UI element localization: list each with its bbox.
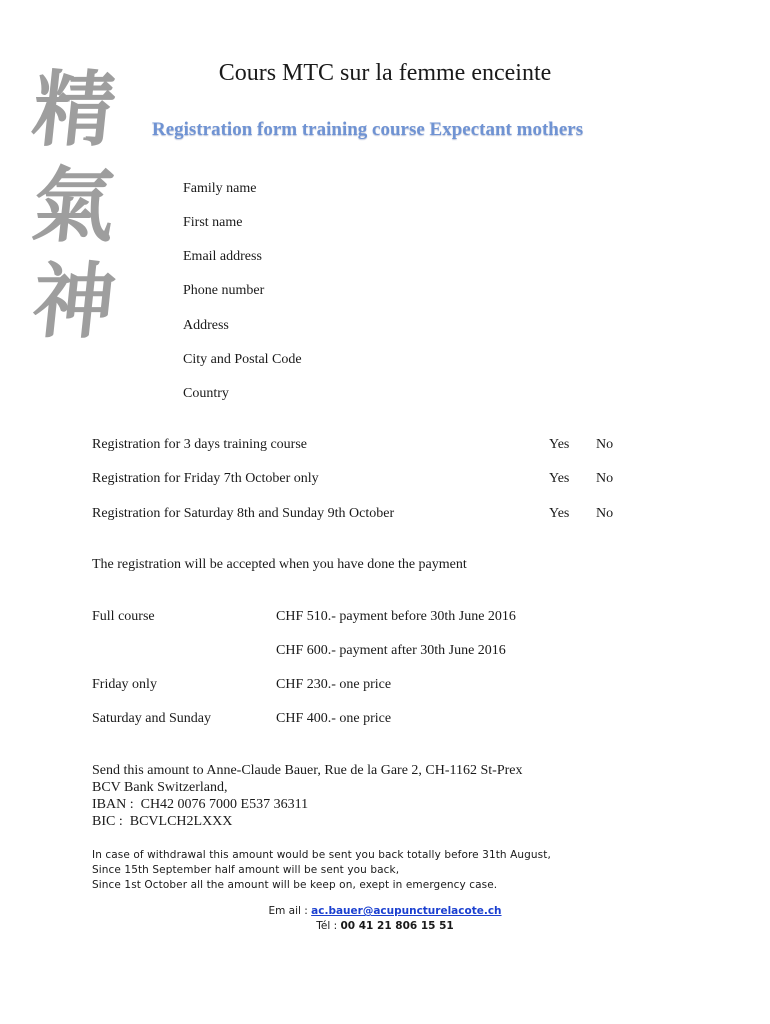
withdrawal-line: Since 15th September half amount will be sent you back, <box>92 864 400 876</box>
contact-phone-line <box>0 919 770 934</box>
payment-recipient: Send this amount to Anne-Claude Bauer, Rue de la Gare 2, CH-1162 St-Prex <box>92 763 523 778</box>
field-family-name: Family name <box>183 181 257 196</box>
calligraphy-char-shen: 神 <box>27 254 121 350</box>
registration-no-option[interactable]: No <box>596 471 614 486</box>
payment-instructions <box>92 762 523 830</box>
price-value: CHF 230.- one price <box>276 677 392 692</box>
contact-info <box>0 904 770 934</box>
registration-no-option[interactable]: No <box>596 437 614 452</box>
registration-yes-option[interactable]: Yes <box>549 506 570 521</box>
withdrawal-line: In case of withdrawal this amount would be sent you back totally before 31th August, <box>92 849 551 861</box>
email-label: Em ail : <box>268 905 312 917</box>
withdrawal-line: Since 1st October all the amount will be keep on, exept in emergency case. <box>92 879 498 891</box>
price-value: CHF 600.- payment after 30th June 2016 <box>276 643 506 658</box>
field-email: Email address <box>183 249 262 264</box>
field-first-name: First name <box>183 215 243 230</box>
withdrawal-policy <box>92 848 551 893</box>
payment-iban: IBAN : CH42 0076 7000 E537 36311 <box>92 797 309 812</box>
field-city-postal: City and Postal Code <box>183 352 302 367</box>
form-subtitle: Registration form training course Expectant mothers <box>152 119 584 140</box>
email-link[interactable]: ac.bauer@acupuncturelacote.ch <box>311 905 502 917</box>
field-phone: Phone number <box>183 283 265 298</box>
field-country: Country <box>183 386 229 401</box>
price-label-weekend: Saturday and Sunday <box>92 711 211 726</box>
registration-no-option[interactable]: No <box>596 506 614 521</box>
calligraphy-logo <box>28 62 120 350</box>
phone-label: Tél : <box>316 920 341 932</box>
price-label-full-course: Full course <box>92 609 155 624</box>
price-value: CHF 510.- payment before 30th June 2016 <box>276 609 516 624</box>
contact-email-line <box>0 904 770 919</box>
registration-yes-option[interactable]: Yes <box>549 437 570 452</box>
calligraphy-char-jing: 精 <box>27 62 121 158</box>
registration-option-friday: Registration for Friday 7th October only <box>92 471 319 486</box>
registration-option-3-days: Registration for 3 days training course <box>92 437 308 452</box>
page-title: Cours MTC sur la femme enceinte <box>218 60 552 86</box>
field-address: Address <box>183 318 229 333</box>
registration-option-weekend: Registration for Saturday 8th and Sunday 9th October <box>92 506 395 521</box>
acceptance-note: The registration will be accepted when you have done the payment <box>92 557 467 572</box>
calligraphy-char-qi: 氣 <box>27 158 121 254</box>
price-label-friday: Friday only <box>92 677 157 692</box>
payment-bic: BIC : BCVLCH2LXXX <box>92 814 233 829</box>
phone-number: 00 41 21 806 15 51 <box>340 920 454 932</box>
price-value: CHF 400.- one price <box>276 711 392 726</box>
registration-yes-option[interactable]: Yes <box>549 471 570 486</box>
payment-bank: BCV Bank Switzerland, <box>92 780 228 795</box>
